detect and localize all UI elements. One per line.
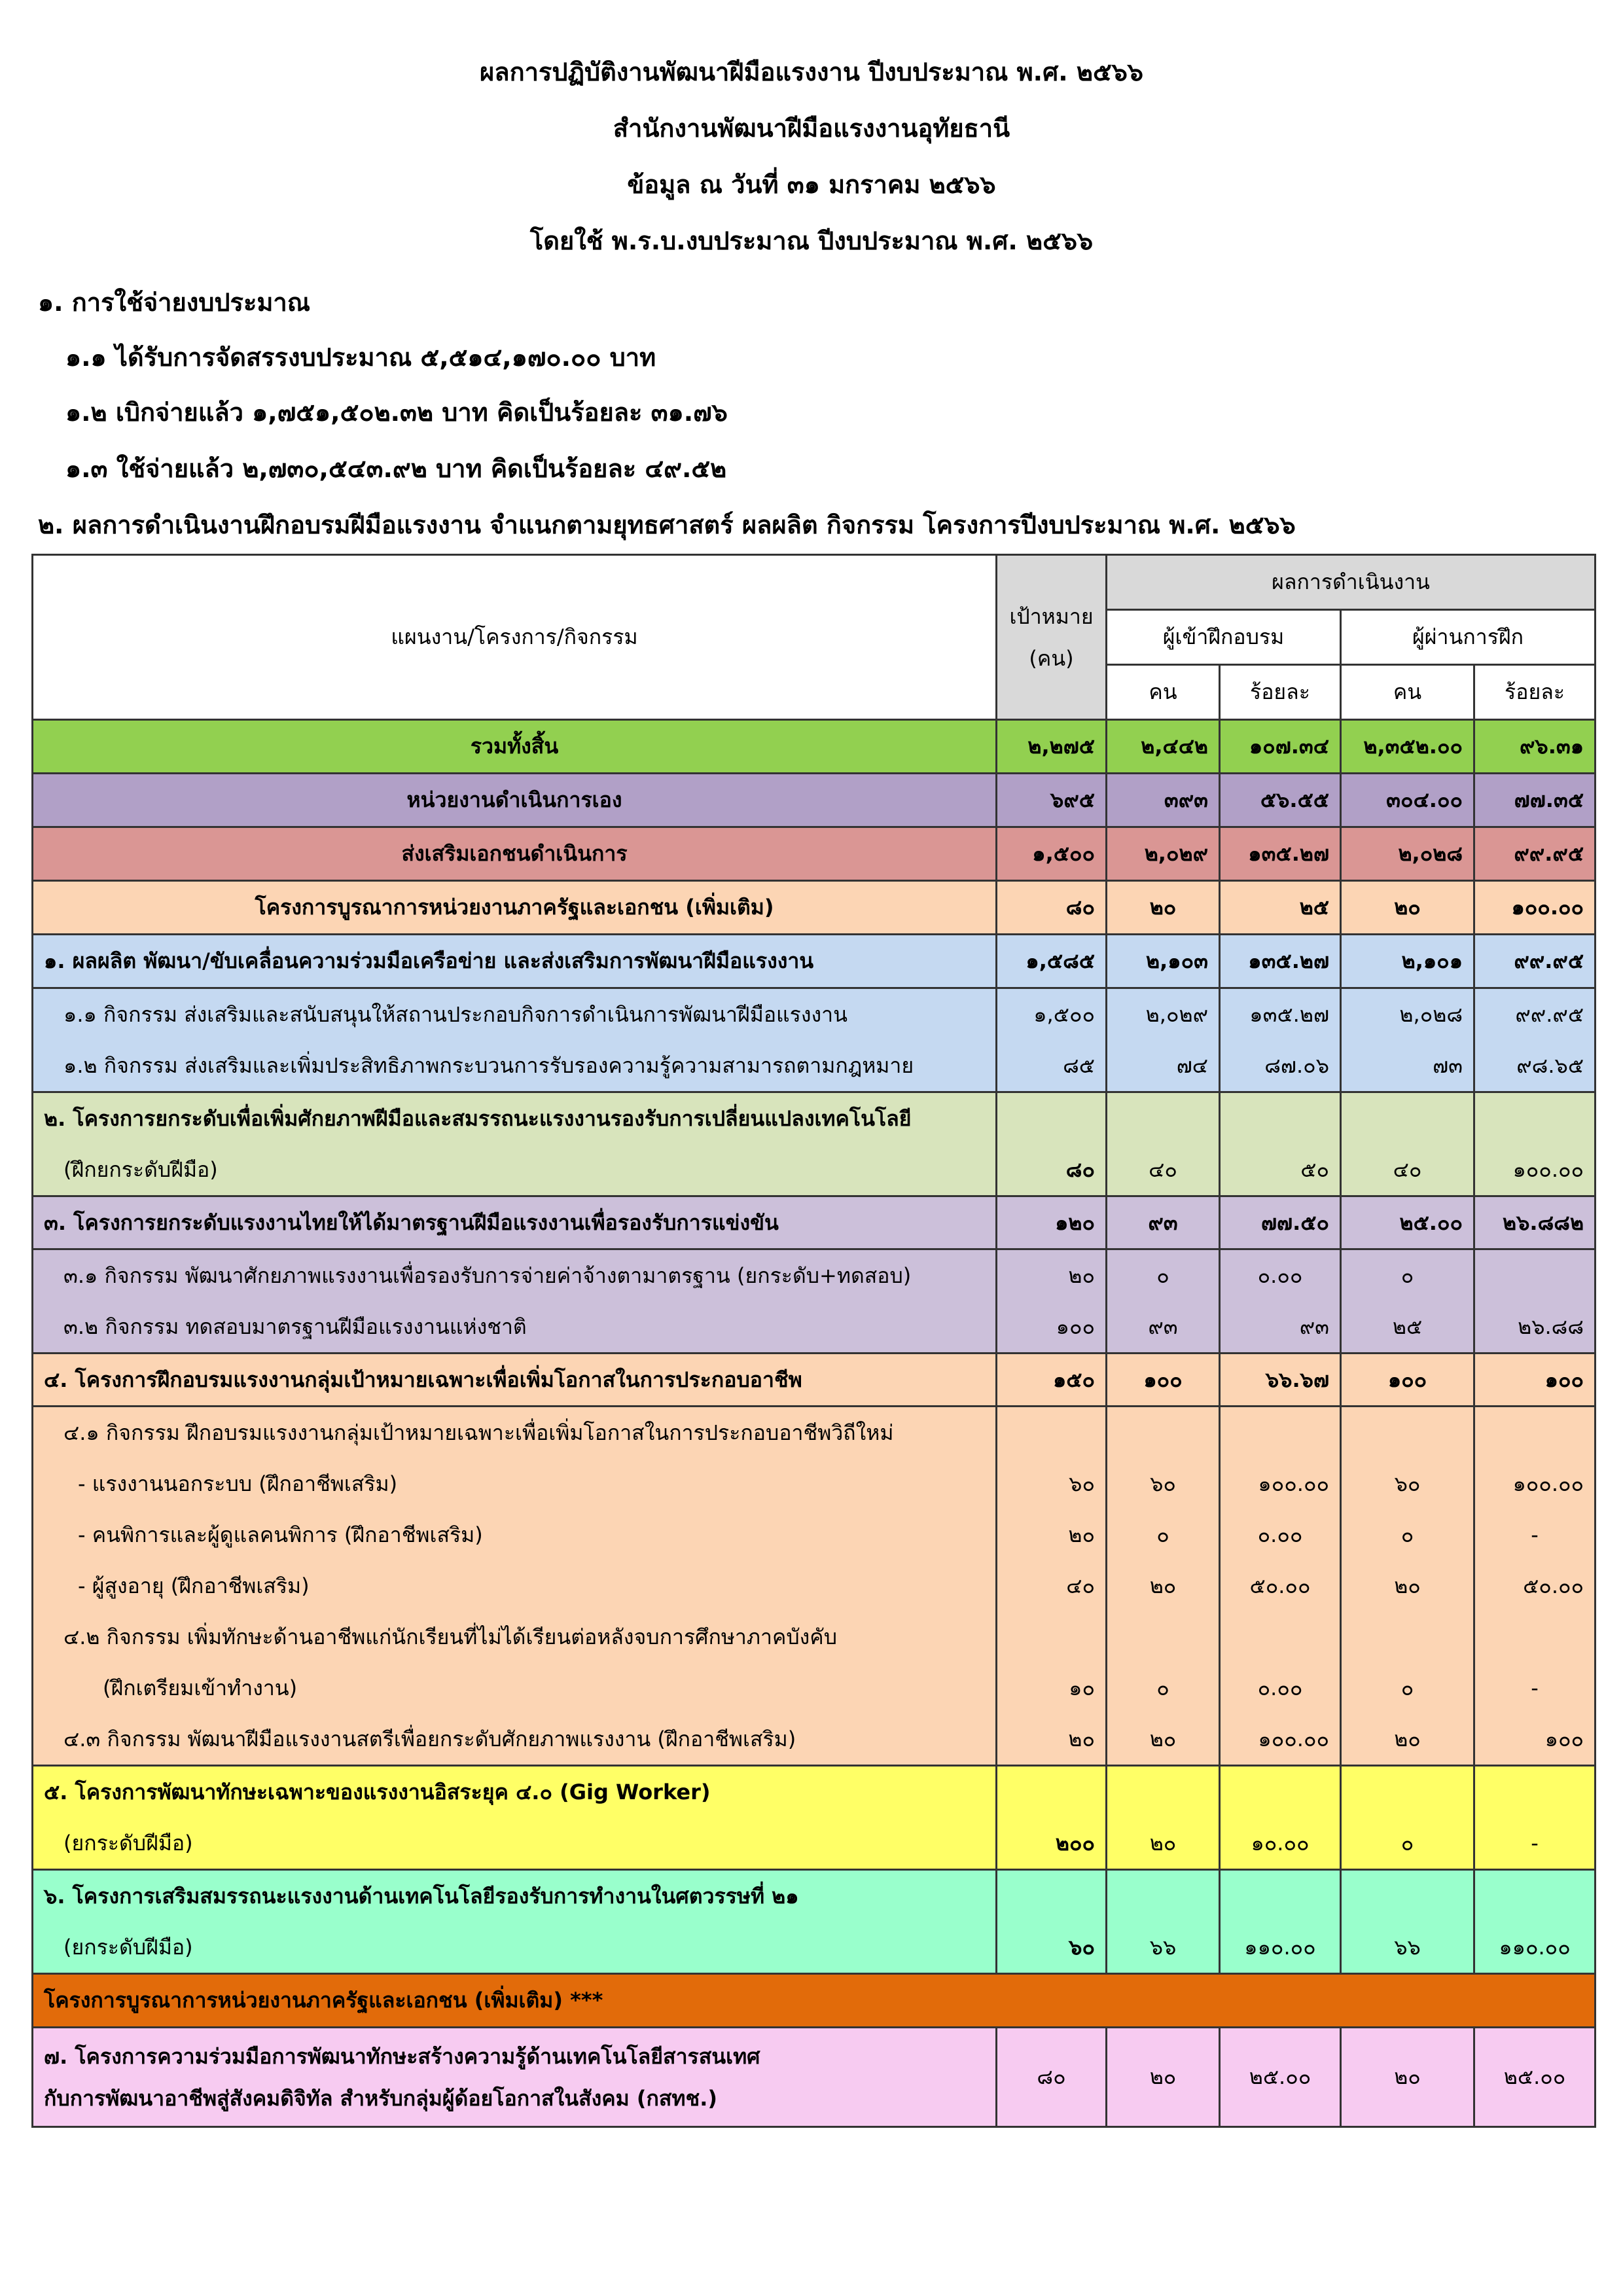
trainees-percent: ๘๗.๐๖	[1220, 1040, 1341, 1092]
row-label: ๔.๑ กิจกรรม ฝึกอบรมแรงงานกลุ่มเป้าหมายเฉพาะเพื่อเพิ่มโอกาสในการประกอบอาชีพวิถีใหม่	[33, 1407, 997, 1459]
row-label: หน่วยงานดำเนินการเอง	[33, 774, 997, 827]
row-sublabel: (ฝึกเตรียมเข้าทำงาน)	[33, 1662, 997, 1713]
header-trainees-percent: ร้อยละ	[1220, 665, 1341, 720]
target-value: ๒๐๐	[997, 1818, 1107, 1870]
header-trainees-persons: คน	[1107, 665, 1220, 720]
passed-value: ๒๕	[1341, 1301, 1474, 1354]
row-project-2	[33, 1092, 1596, 1145]
row-label: ๕. โครงการพัฒนาทักษะเฉพาะของแรงงานอิสระยุค ๔.๐ (Gig Worker)	[33, 1766, 997, 1818]
passed-percent: ๙๙.๙๕	[1474, 988, 1596, 1041]
trainees-value: ๒,๐๒๙	[1107, 988, 1220, 1041]
row-label: โครงการบูรณาการหน่วยงานภาครัฐและเอกชน (เพิ่มเติม)	[33, 881, 997, 935]
trainees-percent: ๒๕	[1220, 881, 1341, 935]
target-value: ๑๐	[997, 1662, 1107, 1713]
passed-percent: ๒๖.๘๘	[1474, 1301, 1596, 1354]
passed-value: ๐	[1341, 1249, 1474, 1302]
trainees-percent: ๗๗.๕๐	[1220, 1196, 1341, 1249]
passed-percent: ๙๙.๙๕	[1474, 935, 1596, 988]
row-project-5	[33, 1766, 1596, 1818]
budget-disbursed: ๑.๒ เบิกจ่ายแล้ว ๑,๗๕๑,๕๐๒.๓๒ บาท คิดเป็นร้อยละ ๓๑.๗๖	[65, 398, 728, 427]
passed-percent: ๑๐๐.๐๐	[1474, 1458, 1596, 1509]
header-passed: ผู้ผ่านการฝึก	[1341, 610, 1596, 665]
row-label: ๓.๒ กิจกรรม ทดสอบมาตรฐานฝีมือแรงงานแห่งชาติ	[33, 1301, 997, 1354]
row-label-cell	[33, 2028, 997, 2127]
trainees-percent: ๕๐	[1220, 1144, 1341, 1196]
row-label: ส่งเสริมเอกชนดำเนินการ	[33, 827, 997, 881]
trainees-value: ๐	[1107, 1249, 1220, 1302]
passed-value: ๗๓	[1341, 1040, 1474, 1092]
row-total	[33, 720, 1596, 774]
row-activity-3-1	[33, 1249, 1596, 1302]
row-label: โครงการบูรณาการหน่วยงานภาครัฐและเอกชน (เพิ่มเติม) ***	[33, 1974, 1596, 2028]
target-value: ๑,๕๐๐	[997, 988, 1107, 1041]
row-activity-4-1a	[33, 1458, 1596, 1509]
trainees-value: ๒๐	[1107, 881, 1220, 935]
row-sublabel: (ยกระดับฝีมือ)	[33, 1922, 997, 1974]
row-label: - คนพิการและผู้ดูแลคนพิการ (ฝึกอาชีพเสริม)	[33, 1509, 997, 1560]
row-activity-4-1c	[33, 1560, 1596, 1611]
trainees-value: ๓๙๓	[1107, 774, 1220, 827]
row-label: - แรงงานนอกระบบ (ฝึกอาชีพเสริม)	[33, 1458, 997, 1509]
trainees-value: ๐	[1107, 1509, 1220, 1560]
passed-value: ๒๐	[1341, 1713, 1474, 1766]
row-activity-4-2	[33, 1611, 1596, 1662]
header-plan: แผนงาน/โครงการ/กิจกรรม	[33, 555, 997, 720]
target-value: ๖๙๕	[997, 774, 1107, 827]
trainees-value: ๐	[1107, 1662, 1220, 1713]
passed-value: ๐	[1341, 1662, 1474, 1713]
data-date: ข้อมูล ณ วันที่ ๓๑ มกราคม ๒๕๖๖	[627, 170, 996, 199]
row-sublabel: (ยกระดับฝีมือ)	[33, 1818, 997, 1870]
trainees-percent: ๑๓๕.๒๗	[1220, 935, 1341, 988]
trainees-percent: ๑๓๕.๒๗	[1220, 988, 1341, 1041]
passed-value: ๓๐๔.๐๐	[1341, 774, 1474, 827]
header-results: ผลการดำเนินงาน	[1107, 555, 1596, 610]
target-value: ๘๐	[997, 2028, 1107, 2127]
passed-value: ๐	[1341, 1509, 1474, 1560]
row-label: ๑. ผลผลิต พัฒนา/ขับเคลื่อนความร่วมมือเครือข่าย และส่งเสริมการพัฒนาฝีมือแรงงาน	[33, 935, 997, 988]
row-project-6-sub	[33, 1922, 1596, 1974]
row-activity-4-1	[33, 1407, 1596, 1459]
trainees-percent: ๑๓๕.๒๗	[1220, 827, 1341, 881]
trainees-value: ๖๐	[1107, 1458, 1220, 1509]
trainees-value: ๒๐	[1107, 1713, 1220, 1766]
target-value: ๘๐	[997, 881, 1107, 935]
row-project-5-sub	[33, 1818, 1596, 1870]
row-label: ๖. โครงการเสริมสมรรถนะแรงงานด้านเทคโนโลยีรองรับการทำงานในศตวรรษที่ ๒๑	[33, 1870, 997, 1922]
row-integration-header	[33, 1974, 1596, 2028]
target-value: ๑,๕๘๕	[997, 935, 1107, 988]
trainees-value: ๔๐	[1107, 1144, 1220, 1196]
row-self-run	[33, 774, 1596, 827]
row-sublabel: (ฝึกยกระดับฝีมือ)	[33, 1144, 997, 1196]
row-project-6	[33, 1870, 1596, 1922]
header-target	[997, 555, 1107, 720]
row-project-7	[33, 2028, 1596, 2127]
trainees-value: ๖๖	[1107, 1922, 1220, 1974]
target-value: ๒๐	[997, 1713, 1107, 1766]
row-sublabel: กับการพัฒนาอาชีพสู่สังคมดิจิทัล สำหรับกลุ่มผู้ด้อยโอกาสในสังคม (กสทช.)	[44, 2085, 717, 2111]
passed-value: ๒๐	[1341, 2028, 1474, 2127]
passed-value: ๒,๑๐๑	[1341, 935, 1474, 988]
budget-act: โดยใช้ พ.ร.บ.งบประมาณ ปีงบประมาณ พ.ศ. ๒๕๖๖	[529, 226, 1094, 255]
row-activity-1-2	[33, 1040, 1596, 1092]
passed-value: ๒๐	[1341, 881, 1474, 935]
passed-percent: ๑๑๐.๐๐	[1474, 1922, 1596, 1974]
trainees-value: ๒,๐๒๙	[1107, 827, 1220, 881]
passed-value: ๒,๐๒๘	[1341, 827, 1474, 881]
trainees-percent: ๑๑๐.๐๐	[1220, 1922, 1341, 1974]
passed-percent: ๑๐๐.๐๐	[1474, 881, 1596, 935]
results-table	[31, 554, 1596, 2128]
passed-percent	[1474, 1249, 1596, 1302]
row-label: ๔.๒ กิจกรรม เพิ่มทักษะด้านอาชีพแก่นักเรียนที่ไม่ได้เรียนต่อหลังจบการศึกษาภาคบังคับ	[33, 1611, 997, 1662]
passed-percent: ๙๘.๖๕	[1474, 1040, 1596, 1092]
row-label: ๑.๑ กิจกรรม ส่งเสริมและสนับสนุนให้สถานประกอบกิจการดำเนินการพัฒนาฝีมือแรงงาน	[33, 988, 997, 1041]
target-value: ๑๕๐	[997, 1354, 1107, 1407]
row-label: ๔.๓ กิจกรรม พัฒนาฝีมือแรงงานสตรีเพื่อยกระดับศักยภาพแรงงาน (ฝึกอาชีพเสริม)	[33, 1713, 997, 1766]
trainees-percent: ๙๓	[1220, 1301, 1341, 1354]
row-activity-4-2-sub	[33, 1662, 1596, 1713]
target-value: ๔๐	[997, 1560, 1107, 1611]
passed-percent: -	[1474, 1662, 1596, 1713]
budget-spent: ๑.๓ ใช้จ่ายแล้ว ๒,๗๓๐,๕๔๓.๙๒ บาท คิดเป็นร้อยละ ๔๙.๕๒	[65, 454, 727, 483]
target-value: ๖๐	[997, 1458, 1107, 1509]
target-value: ๑,๕๐๐	[997, 827, 1107, 881]
trainees-percent: ๑๐.๐๐	[1220, 1818, 1341, 1870]
budget-section-title: ๑. การใช้จ่ายงบประมาณ	[38, 288, 311, 317]
row-output-1	[33, 935, 1596, 988]
trainees-percent: ๒๕.๐๐	[1220, 2028, 1341, 2127]
target-value: ๒๐	[997, 1249, 1107, 1302]
passed-value: ๒๕.๐๐	[1341, 1196, 1474, 1249]
row-activity-4-1b	[33, 1509, 1596, 1560]
results-section-title: ๒. ผลการดำเนินงานฝึกอบรมฝีมือแรงงาน จำแนกตามยุทธศาสตร์ ผลผลิต กิจกรรม โครงการปีงบประมาณ พ.ศ. ๒๕๖๖	[38, 511, 1296, 539]
row-label: ๓.๑ กิจกรรม พัฒนาศักยภาพแรงงานเพื่อรองรับการจ่ายค่าจ้างตามาตรฐาน (ยกระดับ+ทดสอบ)	[33, 1249, 997, 1302]
passed-value: ๒๐	[1341, 1560, 1474, 1611]
target-value: ๘๐	[997, 1144, 1107, 1196]
passed-percent: ๒๖.๘๘๒	[1474, 1196, 1596, 1249]
passed-percent: ๙๖.๓๑	[1474, 720, 1596, 774]
row-activity-4-3	[33, 1713, 1596, 1766]
passed-value: ๑๐๐	[1341, 1354, 1474, 1407]
trainees-value: ๒๐	[1107, 1818, 1220, 1870]
header-target-label: เป้าหมาย	[1009, 603, 1094, 629]
row-activity-1-1	[33, 988, 1596, 1041]
passed-value: ๖๐	[1341, 1458, 1474, 1509]
row-label: ๑.๒ กิจกรรม ส่งเสริมและเพิ่มประสิทธิภาพกระบวนการรับรองความรู้ความสามารถตามกฎหมาย	[33, 1040, 997, 1092]
target-value: ๑๒๐	[997, 1196, 1107, 1249]
passed-value: ๐	[1341, 1818, 1474, 1870]
trainees-value: ๒,๑๐๓	[1107, 935, 1220, 988]
office-name: สำนักงานพัฒนาฝีมือแรงงานอุทัยธานี	[613, 114, 1010, 143]
header-target-unit: (คน)	[1029, 645, 1074, 671]
row-label: ๓. โครงการยกระดับแรงงานไทยให้ได้มาตรฐานฝีมือแรงงานเพื่อรองรับการแข่งขัน	[33, 1196, 997, 1249]
report-title: ผลการปฏิบัติงานพัฒนาฝีมือแรงงาน ปีงบประมาณ พ.ศ. ๒๕๖๖	[480, 58, 1143, 86]
trainees-percent: ๐.๐๐	[1220, 1249, 1341, 1302]
trainees-percent: ๐.๐๐	[1220, 1509, 1341, 1560]
passed-percent: ๑๐๐	[1474, 1713, 1596, 1766]
row-label: - ผู้สูงอายุ (ฝึกอาชีพเสริม)	[33, 1560, 997, 1611]
row-label: รวมทั้งสิ้น	[33, 720, 997, 774]
row-label: ๗. โครงการความร่วมมือการพัฒนาทักษะสร้างความรู้ด้านเทคโนโลยีสารสนเทศ	[44, 2043, 760, 2069]
passed-percent: ๑๐๐.๐๐	[1474, 1144, 1596, 1196]
row-label: ๒. โครงการยกระดับเพื่อเพิ่มศักยภาพฝีมือและสมรรถนะแรงงานรองรับการเปลี่ยนแปลงเทคโนโลยี	[33, 1092, 997, 1145]
trainees-value: ๑๐๐	[1107, 1354, 1220, 1407]
row-project-4	[33, 1354, 1596, 1407]
trainees-percent: ๖๖.๖๗	[1220, 1354, 1341, 1407]
row-private-sector	[33, 827, 1596, 881]
row-activity-3-2	[33, 1301, 1596, 1354]
header-trainees: ผู้เข้าฝึกอบรม	[1107, 610, 1341, 665]
target-value: ๘๕	[997, 1040, 1107, 1092]
passed-percent: -	[1474, 1509, 1596, 1560]
trainees-value: ๒๐	[1107, 1560, 1220, 1611]
passed-percent: ๒๕.๐๐	[1474, 2028, 1596, 2127]
trainees-percent: ๕๐.๐๐	[1220, 1560, 1341, 1611]
target-value: ๒๐	[997, 1509, 1107, 1560]
trainees-value: ๗๔	[1107, 1040, 1220, 1092]
budget-allocated: ๑.๑ ได้รับการจัดสรรงบประมาณ ๕,๕๑๔,๑๗๐.๐๐ บาท	[65, 343, 656, 372]
passed-percent: ๕๐.๐๐	[1474, 1560, 1596, 1611]
passed-percent: -	[1474, 1818, 1596, 1870]
passed-value: ๒,๓๕๒.๐๐	[1341, 720, 1474, 774]
trainees-percent: ๑๐๐.๐๐	[1220, 1458, 1341, 1509]
trainees-value: ๒,๔๔๒	[1107, 720, 1220, 774]
trainees-percent: ๑๐๐.๐๐	[1220, 1713, 1341, 1766]
header-passed-persons: คน	[1341, 665, 1474, 720]
target-value: ๑๐๐	[997, 1301, 1107, 1354]
trainees-value: ๙๓	[1107, 1196, 1220, 1249]
passed-value: ๖๖	[1341, 1922, 1474, 1974]
header-passed-percent: ร้อยละ	[1474, 665, 1596, 720]
target-value: ๖๐	[997, 1922, 1107, 1974]
passed-value: ๒,๐๒๘	[1341, 988, 1474, 1041]
row-project-3	[33, 1196, 1596, 1249]
trainees-value: ๒๐	[1107, 2028, 1220, 2127]
passed-value: ๔๐	[1341, 1144, 1474, 1196]
passed-percent: ๗๗.๓๕	[1474, 774, 1596, 827]
row-integration	[33, 881, 1596, 935]
trainees-percent: ๑๐๗.๓๔	[1220, 720, 1341, 774]
trainees-percent: ๕๖.๕๕	[1220, 774, 1341, 827]
passed-percent: ๙๙.๙๕	[1474, 827, 1596, 881]
trainees-percent: ๐.๐๐	[1220, 1662, 1341, 1713]
target-value: ๒,๒๗๕	[997, 720, 1107, 774]
trainees-value: ๙๓	[1107, 1301, 1220, 1354]
passed-percent: ๑๐๐	[1474, 1354, 1596, 1407]
row-project-2-sub	[33, 1144, 1596, 1196]
row-label: ๔. โครงการฝึกอบรมแรงงานกลุ่มเป้าหมายเฉพาะเพื่อเพิ่มโอกาสในการประกอบอาชีพ	[33, 1354, 997, 1407]
